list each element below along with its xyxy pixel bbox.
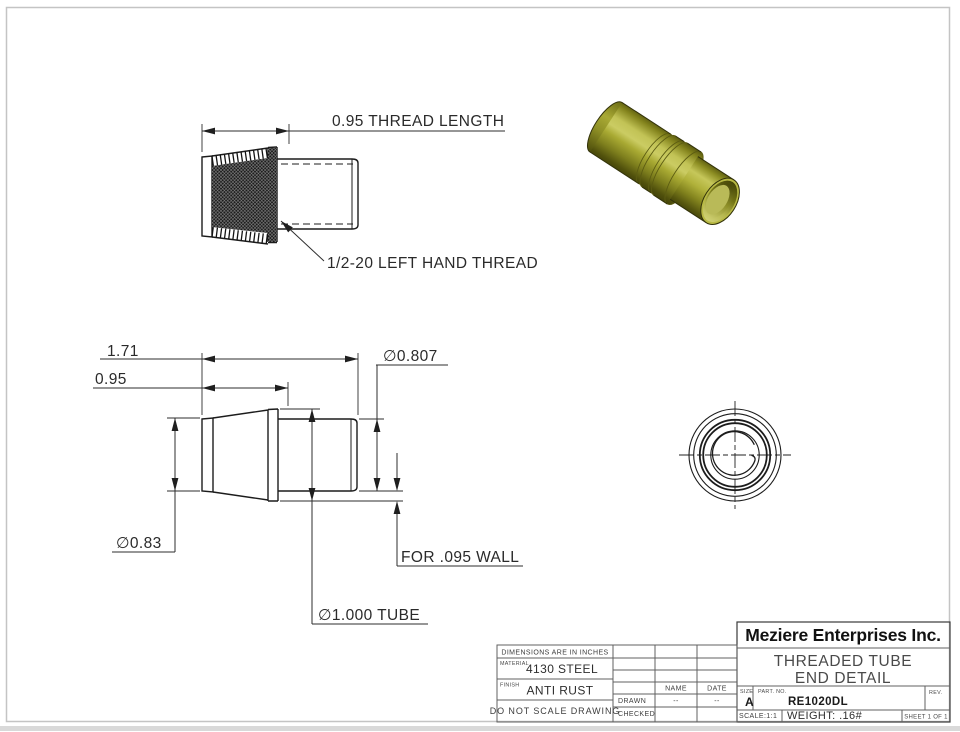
finish-label: FINISH bbox=[500, 682, 520, 689]
wall-thickness-label: FOR .095 WALL bbox=[401, 549, 520, 566]
sheet-value: SHEET 1 OF 1 bbox=[904, 714, 948, 721]
drawn-name-value: -- bbox=[673, 698, 679, 705]
socket-od-label: ∅0.807 bbox=[383, 348, 438, 365]
part-no-label: PART. NO. bbox=[758, 689, 787, 695]
date-header: DATE bbox=[707, 685, 727, 693]
overall-length-label: 1.71 bbox=[107, 343, 139, 360]
no-scale-note: DO NOT SCALE DRAWING bbox=[489, 706, 621, 716]
thread-length-label: 0.95 THREAD LENGTH bbox=[332, 113, 505, 130]
rev-label: REV. bbox=[929, 690, 943, 696]
thread-spec-label: 1/2-20 LEFT HAND THREAD bbox=[327, 255, 539, 272]
drawn-date-value: -- bbox=[714, 698, 720, 705]
scale-value: SCALE:1:1 bbox=[739, 713, 778, 720]
tube-od-label: ∅1.000 TUBE bbox=[318, 607, 421, 624]
side-thread-length-label: 0.95 bbox=[95, 371, 127, 388]
checked-label: CHECKED bbox=[618, 711, 656, 718]
drawn-label: DRAWN bbox=[618, 698, 647, 705]
weight-value: WEIGHT: .16# bbox=[787, 710, 863, 722]
thread-od-label: ∅0.83 bbox=[116, 535, 162, 552]
size-label: SIZE bbox=[740, 689, 754, 695]
name-header: NAME bbox=[665, 685, 687, 693]
dimensions-note: DIMENSIONS ARE IN INCHES bbox=[501, 649, 609, 657]
finish-value: ANTI RUST bbox=[526, 683, 594, 698]
page-bottom-edge bbox=[0, 726, 960, 731]
material-value: 4130 STEEL bbox=[525, 662, 599, 676]
drawing-title-line1: THREADED TUBE bbox=[773, 653, 913, 670]
company-name: Meziere Enterprises Inc. bbox=[745, 625, 941, 645]
part-no-value: RE1020DL bbox=[787, 696, 849, 708]
size-value: A bbox=[745, 695, 755, 709]
material-label: MATERIAL bbox=[500, 661, 529, 667]
drawing-title-line2: END DETAIL bbox=[794, 670, 892, 687]
